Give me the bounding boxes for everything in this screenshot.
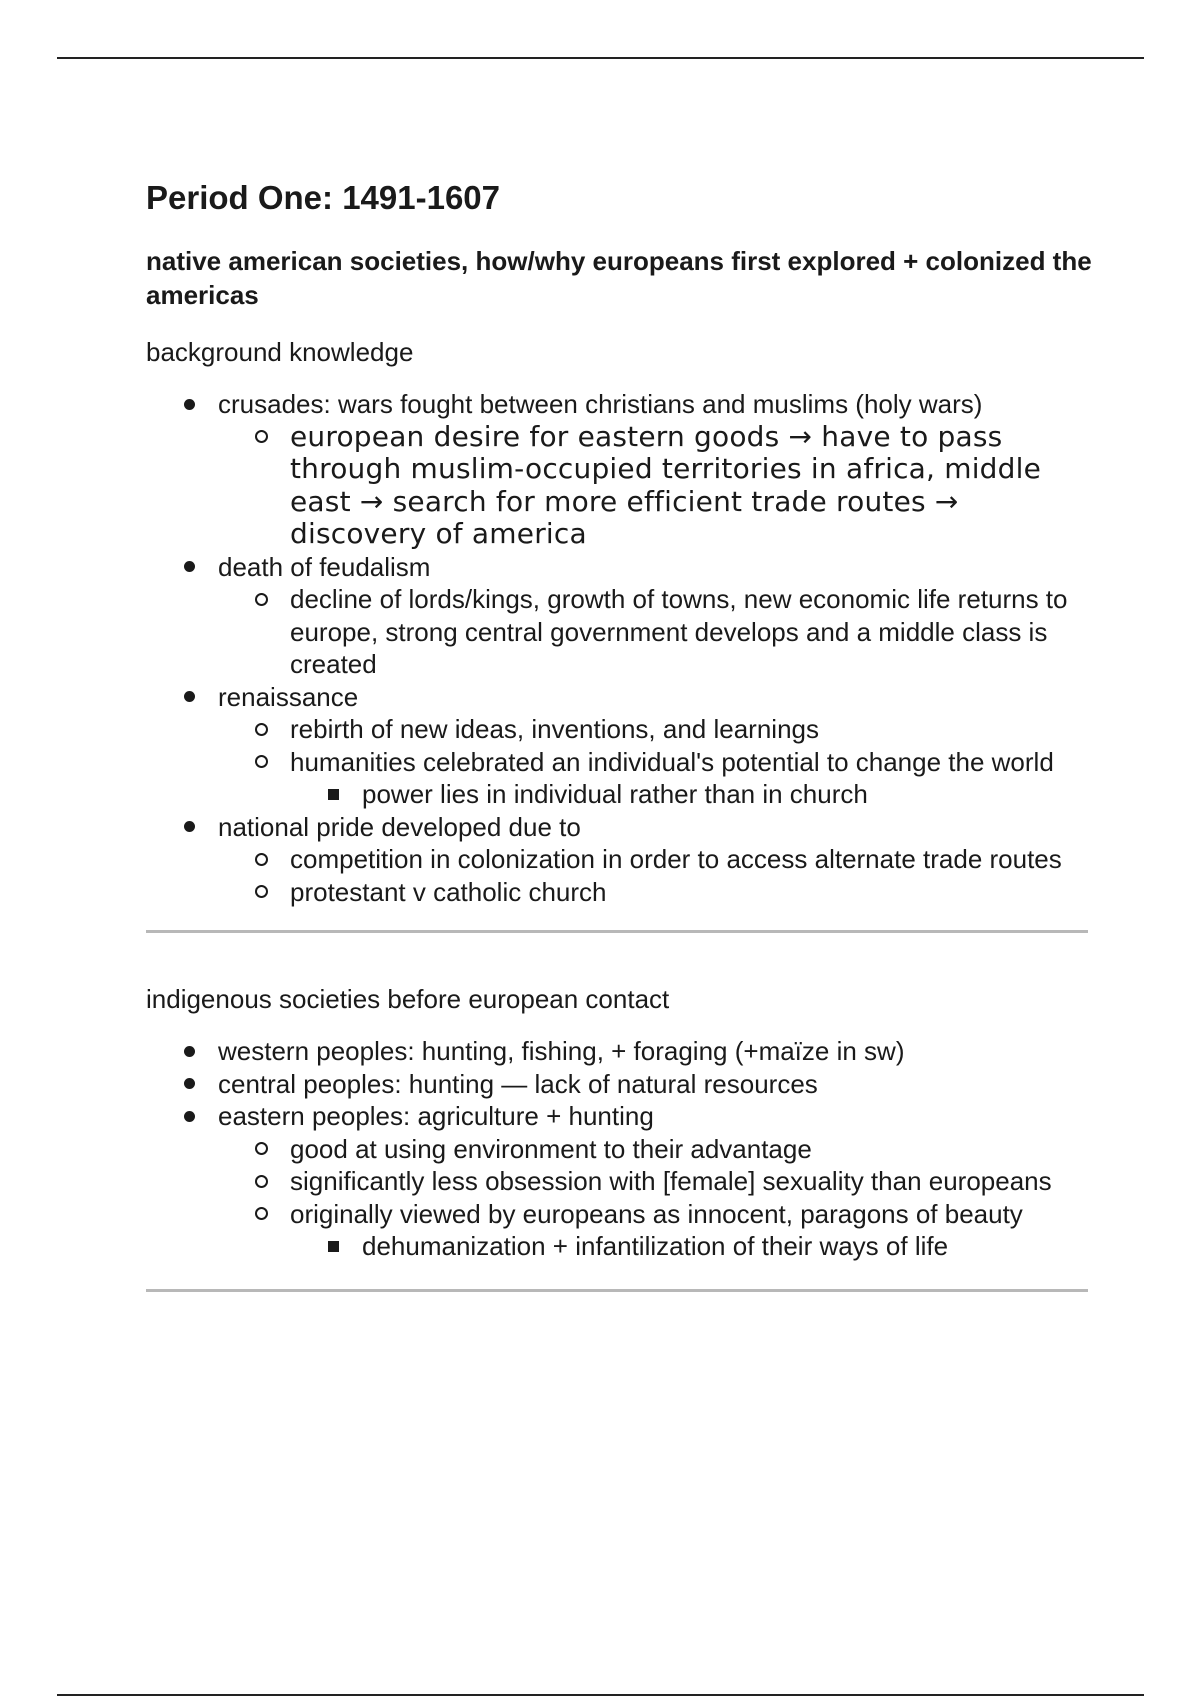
- list-item: [146, 1035, 1096, 1068]
- sublist: [218, 713, 1096, 811]
- indigenous-list: [146, 1035, 1096, 1263]
- list-item-text: western peoples: hunting, fishing, + foraging (+maïze in sw): [218, 1036, 905, 1066]
- bullet-dot-icon: [174, 1068, 204, 1101]
- list-item-text: humanities celebrated an individual's potential to change the world: [290, 746, 1054, 777]
- list-item: [146, 388, 1096, 551]
- page-bottom-border: [57, 1694, 1144, 1696]
- list-item: [218, 1165, 1096, 1198]
- list-item: [218, 1133, 1096, 1166]
- bullet-dot-icon: [174, 1100, 204, 1133]
- list-item-text: european desire for eastern goods → have to pass through muslim-occupied territories in africa, middle east → search for more efficient trade routes → discovery of america: [290, 419, 1042, 550]
- list-item-text: originally viewed by europeans as innocent, paragons of beauty: [290, 1198, 1023, 1229]
- section-heading-background: background knowledge: [146, 337, 414, 367]
- sublist: [218, 421, 1096, 551]
- list-item-text: renaissance: [218, 681, 359, 712]
- list-item-text: rebirth of new ideas, inventions, and learnings: [290, 714, 819, 744]
- list-item-text: protestant v catholic church: [290, 876, 607, 907]
- bullet-circle-icon: [246, 583, 276, 616]
- sublist: [290, 778, 1096, 811]
- list-item-text: crusades: wars fought between christians and muslims (holy wars): [218, 389, 983, 419]
- sublist: [218, 843, 1096, 908]
- bullet-square-icon: [318, 1230, 348, 1263]
- list-item-text: significantly less obsession with [female] sexuality than europeans: [290, 1166, 1052, 1196]
- bullet-dot-icon: [174, 1035, 204, 1068]
- sublist: [290, 1230, 1096, 1263]
- list-item-text: power lies in individual rather than in church: [362, 779, 868, 809]
- bullet-circle-icon: [246, 1133, 276, 1166]
- list-item: [146, 1100, 1096, 1263]
- list-item: [146, 551, 1096, 681]
- sublist: [218, 583, 1096, 681]
- list-item-text: competition in colonization in order to access alternate trade routes: [290, 844, 1062, 874]
- section-heading-indigenous: indigenous societies before european contact: [146, 984, 670, 1014]
- bullet-circle-icon: [246, 1165, 276, 1198]
- list-item: [218, 843, 1096, 876]
- list-item-text: eastern peoples: agriculture + hunting: [218, 1101, 654, 1131]
- list-item: [218, 713, 1096, 746]
- list-item-text: good at using environment to their advantage: [290, 1133, 812, 1164]
- bullet-dot-icon: [174, 388, 204, 421]
- bullet-circle-icon: [246, 713, 276, 746]
- section-divider: [146, 930, 1088, 933]
- bullet-dot-icon: [174, 811, 204, 844]
- bullet-circle-icon: [246, 421, 276, 454]
- list-item: [218, 876, 1096, 909]
- page-subtitle: native american societies, how/why europeans first explored + colonized the americas: [146, 246, 1092, 310]
- bullet-circle-icon: [246, 746, 276, 779]
- list-item: [218, 746, 1096, 811]
- bullet-circle-icon: [246, 876, 276, 909]
- list-item-text: death of feudalism: [218, 551, 431, 582]
- list-item-text: central peoples: hunting — lack of natural resources: [218, 1068, 818, 1099]
- list-item: [290, 1230, 1096, 1263]
- list-item: [146, 811, 1096, 909]
- list-item: [218, 1198, 1096, 1263]
- bullet-circle-icon: [246, 1198, 276, 1231]
- list-item: [146, 681, 1096, 811]
- section-divider: [146, 1289, 1088, 1292]
- bullet-dot-icon: [174, 551, 204, 584]
- bullet-square-icon: [318, 778, 348, 811]
- bullet-circle-icon: [246, 843, 276, 876]
- list-item: [146, 1068, 1096, 1101]
- list-item: [218, 583, 1096, 681]
- list-item-text: national pride developed due to: [218, 811, 581, 842]
- list-item: [218, 421, 1096, 551]
- bullet-dot-icon: [174, 681, 204, 714]
- page-title: Period One: 1491-1607: [146, 179, 501, 216]
- background-list: [146, 388, 1096, 908]
- list-item-text: decline of lords/kings, growth of towns, new economic life returns to europe, strong central government develops and a middle class is created: [290, 584, 1068, 679]
- list-item-text: dehumanization + infantilization of their ways of life: [362, 1231, 949, 1261]
- sublist: [218, 1133, 1096, 1263]
- list-item: [290, 778, 1096, 811]
- document-body: [146, 178, 1096, 1292]
- page-top-border: [57, 57, 1144, 59]
